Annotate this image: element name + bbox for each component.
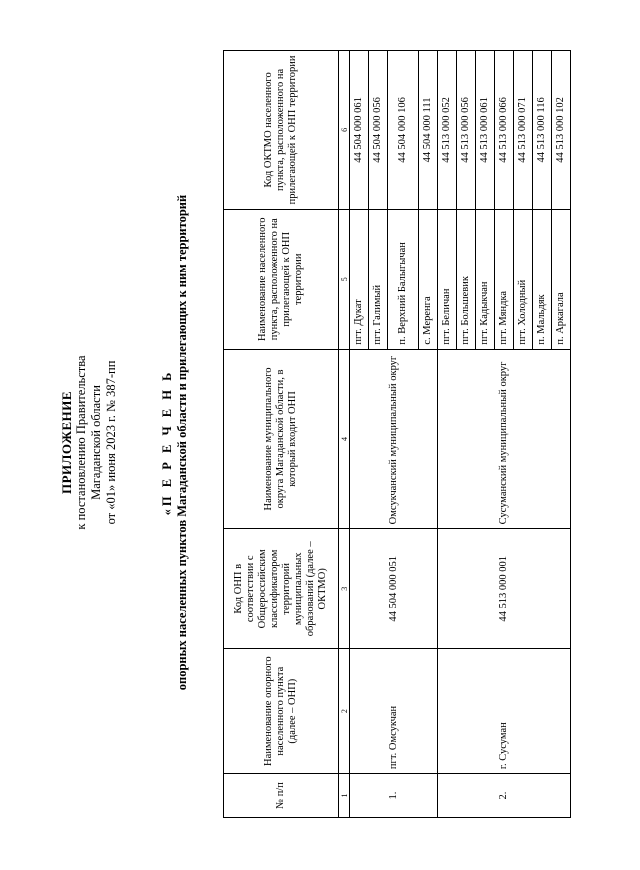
column-number: 4	[339, 349, 350, 529]
column-number-row	[339, 51, 350, 818]
settlement-name: пгт. Холодный	[514, 209, 533, 349]
settlement-name: пгт. Галимый	[369, 209, 388, 349]
settlement-name: пгт. Мяндка	[495, 209, 514, 349]
settlement-name: п. Мальдяк	[533, 209, 552, 349]
settlements-table	[223, 50, 571, 818]
table-row	[350, 51, 369, 818]
col-header-onp-code: Код ОНП в соответствии с Общероссийским классификатором территорий муниципальных образований (далее – ОКТМО)	[224, 529, 339, 649]
decree-ref-line: к постановлению Правительства	[74, 355, 88, 530]
settlement-name: пгт. Кадыкчан	[476, 209, 495, 349]
settlement-name: с. Меренга	[419, 209, 438, 349]
col-header-settlement-code: Код ОКТМО населенного пункта, расположенного на прилегающей к ОНП территории	[224, 51, 339, 210]
region-line: Магаданской области	[89, 385, 103, 500]
onp-code: 44 513 000 001	[438, 529, 571, 649]
col-header-district: Наименование муниципального округа Магаданской области, в который входит ОНП	[224, 349, 339, 529]
onp-name: г. Сусуман	[438, 649, 571, 774]
title-word: «П Е Р Е Ч Е Н Ь	[160, 369, 174, 516]
column-number: 3	[339, 529, 350, 649]
settlement-code: 44 513 000 052	[438, 51, 457, 210]
col-header-settlement-name: Наименование населенного пункта, расположенного на прилегающей к ОНП территории	[224, 209, 339, 349]
settlement-name: п. Верхний Балыгычан	[388, 209, 419, 349]
settlement-name: пгт. Беличан	[438, 209, 457, 349]
settlement-name: пгт. Большевик	[457, 209, 476, 349]
appendix-label: ПРИЛОЖЕНИЕ	[59, 390, 74, 495]
appendix-header	[59, 45, 119, 840]
settlement-code: 44 513 000 071	[514, 51, 533, 210]
settlement-code: 44 513 000 102	[552, 51, 571, 210]
settlement-code: 44 504 000 056	[369, 51, 388, 210]
table-row	[438, 51, 457, 818]
onp-code: 44 504 000 051	[350, 529, 438, 649]
district-name: Омсукчанский муниципальный округ	[350, 349, 438, 529]
settlement-code: 44 504 000 111	[419, 51, 438, 210]
title-subtitle: опорных населенных пунктов Магаданской области и прилегающих к ним территорий	[175, 194, 189, 691]
column-number: 6	[339, 51, 350, 210]
document-page	[55, 45, 635, 840]
col-header-index: № п/п	[224, 774, 339, 818]
district-name: Сусуманский муниципальный округ	[438, 349, 571, 529]
settlement-code: 44 513 000 056	[457, 51, 476, 210]
col-header-onp-name: Наименование опорного населенного пункта (далее – ОНП)	[224, 649, 339, 774]
decree-date-line: от «01» июня 2023 г. № 387-пп	[104, 360, 118, 525]
table-header-row	[224, 51, 339, 818]
settlement-code: 44 504 000 106	[388, 51, 419, 210]
row-index: 1.	[350, 774, 438, 818]
settlement-name: п. Аркагала	[552, 209, 571, 349]
settlement-code: 44 504 000 061	[350, 51, 369, 210]
settlement-code: 44 513 000 061	[476, 51, 495, 210]
document-title	[160, 45, 190, 840]
settlement-code: 44 513 000 066	[495, 51, 514, 210]
column-number: 5	[339, 209, 350, 349]
column-number: 2	[339, 649, 350, 774]
column-number: 1	[339, 774, 350, 818]
settlement-name: пгт. Дукат	[350, 209, 369, 349]
row-index: 2.	[438, 774, 571, 818]
onp-name: пгт. Омсукчан	[350, 649, 438, 774]
settlement-code: 44 513 000 116	[533, 51, 552, 210]
